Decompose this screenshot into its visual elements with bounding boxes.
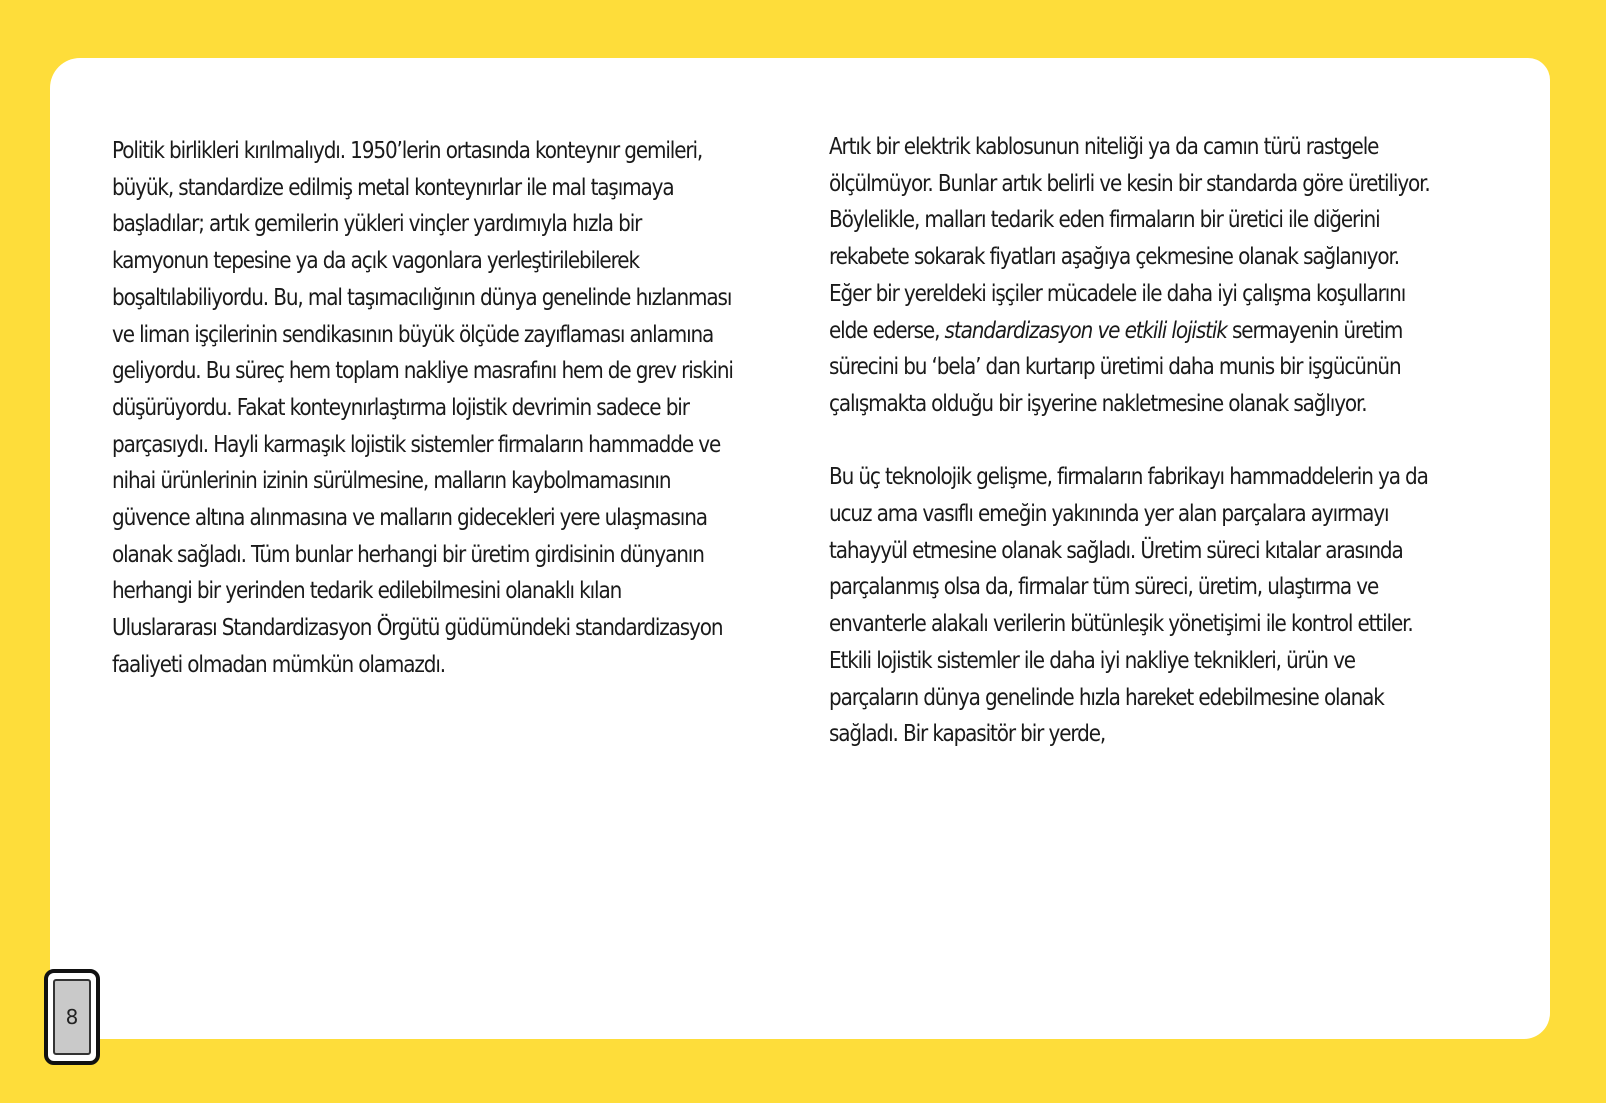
- right-paragraph-1-text-b: sermayenin üretim sürecini bu ‘bela’ dan kurtarıp üretimi daha munis bir işgücünün çalışmakta olduğu bir işyerine nakletmesine olanak sağlıyor.: [829, 317, 1403, 417]
- right-paragraph-1-emphasis: standardizasyon ve etkili lojistik: [944, 317, 1227, 344]
- right-text-column: [829, 129, 1508, 753]
- right-paragraph-2: Bu üç teknolojik gelişme, firmaların fabrikayı hammaddelerin ya da ucuz ama vasıflı emeğin yakınında yer alan parçalara ayırmayı tahayyül etmesine olanak sağladı. Üretim süreci kıtalar arasında parçalanmış olsa da, firmalar tüm süreci, üretim, ulaştırma ve envanterle alakalı verilerin bütünleşik yönetişimi ile kontrol ettiler. Etkili lojistik sistemler ile daha iyi nakliye teknikleri, ürün ve parçaların dünya genelinde hızla hareket edebilmesine olanak sağladı. Bir kapasitör bir yerde,: [829, 464, 1428, 748]
- page-number-badge: [44, 969, 100, 1065]
- right-paragraph-1: [829, 129, 1508, 423]
- page-number-badge-screen: [53, 979, 91, 1055]
- left-text-column: [112, 133, 773, 684]
- left-paragraph: Politik birlikleri kırılmalıydı. 1950’lerin ortasında konteynır gemileri, büyük, standardize edilmiş metal konteynırlar ile mal taşımaya başladılar; artık gemilerin yükleri vinçler yardımıyla hızla bir kamyonun tepesine ya da açık vagonlara yerleştirilebilerek boşaltılabiliyordu. Bu, mal taşımacılığının dünya genelinde hızlanması ve liman işçilerinin sendikasının büyük ölçüde zayıflaması anlamına geliyordu. Bu süreç hem toplam nakliye masrafını hem de grev riskini düşürüyordu. Fakat konteynırlaştırma lojistik devrimin sadece bir parçasıydı. Hayli karmaşık lojistik sistemler firmaların hammadde ve nihai ürünlerinin izinin sürülmesine, malların kaybolmamasının güvence altına alınmasına ve malların gidecekleri yere ulaşmasına olanak sağladı. Tüm bunlar herhangi bir üretim girdisinin dünyanın herhangi bir yerinden tedarik edilebilmesini olanaklı kılan Uluslararası Standardizasyon Örgütü güdümündeki standardizasyon faaliyeti olmadan mümkün olamazdı.: [112, 138, 733, 678]
- page-number: 8: [65, 1005, 79, 1029]
- right-paragraph-1-text-a: Artık bir elektrik kablosunun niteliği ya da camın türü rastgele ölçülmüyor. Bunlar artık belirli ve kesin bir standarda göre üretiliyor. Böylelikle, malları tedarik eden firmaların bir üretici ile diğerini rekabete sokarak fiyatları aşağıya çekmesine olanak sağlanıyor. Eğer bir yereldeki işçiler mücadele ile daha iyi çalışma koşullarını elde ederse,: [829, 134, 1430, 344]
